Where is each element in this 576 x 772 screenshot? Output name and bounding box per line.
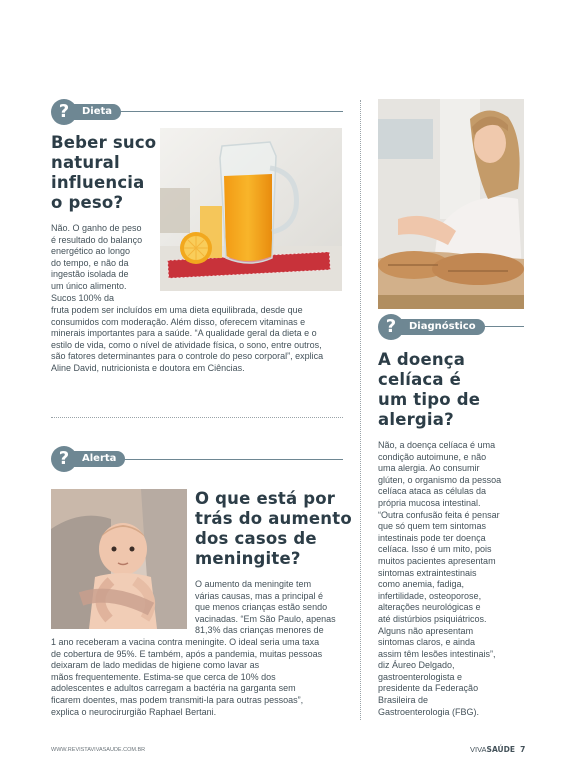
dieta-headline: Beber suco natural influencia o peso? xyxy=(51,133,157,212)
question-icon: ? xyxy=(51,99,77,125)
question-icon: ? xyxy=(51,446,77,472)
alerta-intro: O aumento da meningite tem várias causas, mas a principal é que menos crianças estão sendo vacinadas. “Em São Paulo, apenas 81,3% das crianças menores de xyxy=(195,579,336,636)
alerta-tag-label: Alerta xyxy=(68,451,125,467)
diagnostico-body: Não, a doença celíaca é uma condição autoimune, e não uma alergia. Ao consumir glúten, o organismo da pessoa celíaca ataca as células da própria mucosa intestinal. “Outra confusão feita é pensar que só quem tem sintomas intestinais pode ter doença celíaca. Isso é um mito, pois muitos pacientes apresentam sintomas extraintestinais como anemia, fadiga, infertilidade, osteoporose, alterações neurológicas e até distúrbios psiquiátricos. Alguns não apresentam sintomas claros, e ainda assim têm lesões intestinais”, diz Áureo Delgado, gastroenterologista e presidente da Federação Brasileira de Gastroenterologia (FBG). xyxy=(378,440,502,717)
alerta-tag-rule xyxy=(108,459,343,460)
dieta-tag-rule xyxy=(108,111,343,112)
section-divider xyxy=(51,417,343,418)
baby-photo xyxy=(51,489,187,629)
footer-url: WWW.REVISTAVIVASAUDE.COM.BR xyxy=(51,747,146,753)
juice-photo xyxy=(160,128,342,291)
column-divider xyxy=(360,100,361,720)
diagnostico-tag xyxy=(378,314,485,340)
alerta-body: 1 ano receberam a vacina contra meningite. O ideal seria uma taxa de cobertura de 95%. E também, após a pandemia, muitas pessoas deixaram de lado medidas de higiene como lavar as mãos frequentemente. Estima-se que cerca de 10% dos adolescentes e adultos carregam a bactéria na garganta sem ficarem doentes, mas podem transmiti-la para outras pessoas”, explica o neurocirurgião Raphael Bertani. xyxy=(51,637,323,717)
dieta-tag-label: Dieta xyxy=(68,104,121,120)
footer-brand xyxy=(470,745,525,754)
dieta-body: fruta podem ser incluídos em uma dieta equilibrada, desde que consumidos com moderação. Além disso, oferecem vitaminas e minerais importantes para a saúde. “A qualidade geral da dieta e o estilo de vida, como o nível de atividade física, o sono, entre outros, são fatores determinantes para o controle do peso corporal”, explica Aline David, nutricionista e doutora em Ciências. xyxy=(51,305,324,373)
dieta-tag xyxy=(51,99,121,125)
diagnostico-headline: A doença celíaca é um tipo de alergia? xyxy=(378,350,481,429)
dieta-intro: Não. O ganho de peso é resultado do balanço energético ao longo do tempo, e não da ingestão isolada de um único alimento. Sucos 100% da xyxy=(51,223,143,303)
alerta-headline: O que está por trás do aumento dos casos de meningite? xyxy=(195,489,352,568)
brand-viva: VIVA xyxy=(470,745,487,754)
woman-bread-photo xyxy=(378,99,524,309)
question-icon: ? xyxy=(378,314,404,340)
diagnostico-tag-label: Diagnóstico xyxy=(395,319,485,335)
brand-saude: SAÚDE xyxy=(486,745,515,754)
page-number: 7 xyxy=(520,745,526,754)
alerta-tag xyxy=(51,446,125,472)
